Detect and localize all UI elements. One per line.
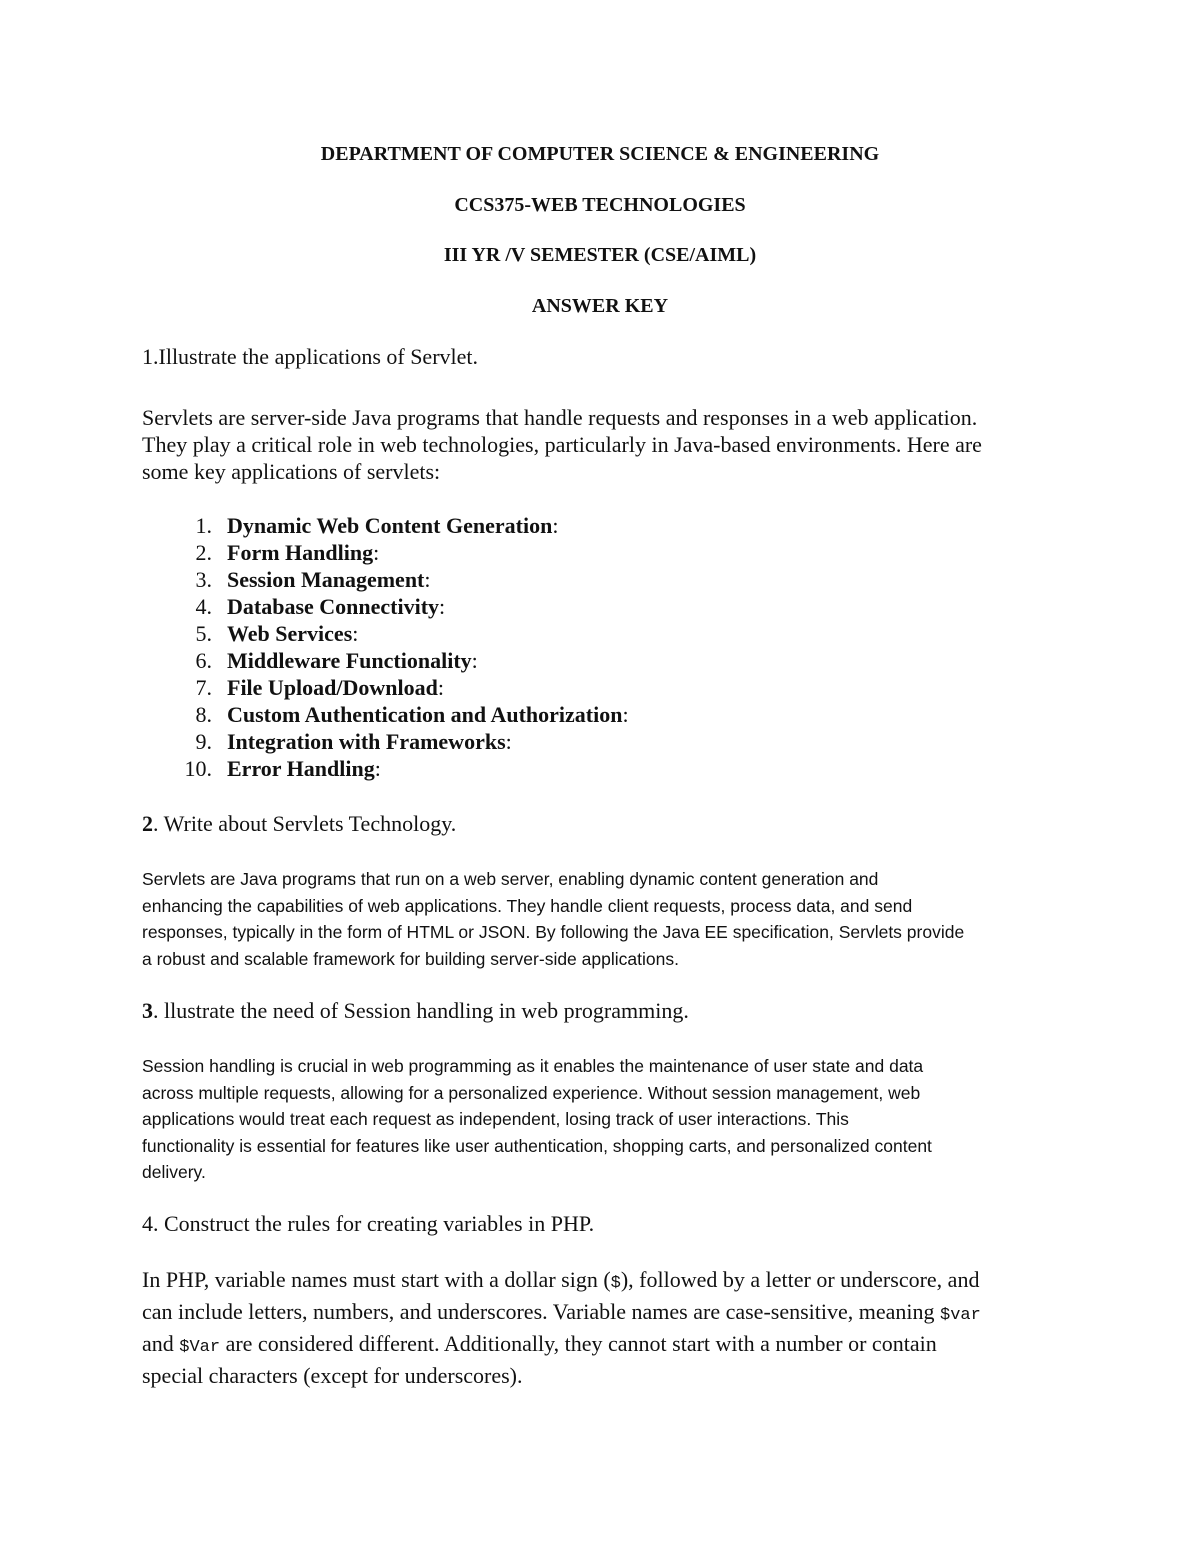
list-item-label: File Upload/Download [227, 675, 438, 700]
q4-answer-line: special characters (except for underscores). [142, 1363, 523, 1388]
list-item-suffix: : [374, 756, 381, 781]
q1-intro-line: They play a critical role in web technologies, particularly in Java-based environments. Here are [142, 432, 982, 457]
question-3 [142, 998, 689, 1024]
list-item-number: 9. [195, 729, 212, 754]
dollar-sign-code: $ [610, 1274, 621, 1293]
list-item-number: 3. [195, 567, 212, 592]
list-item-suffix: : [424, 567, 431, 592]
list-item-suffix: : [437, 675, 444, 700]
question-3-text: . llustrate the need of Session handling in web programming. [153, 998, 689, 1023]
q2-answer-line: responses, typically in the form of HTML or JSON. By following the Java EE specification, Servlets provide [142, 922, 965, 942]
q2-answer-line: a robust and scalable framework for building server-side applications. [142, 948, 679, 969]
q4-answer [142, 1266, 1072, 1390]
list-item-suffix: : [471, 648, 478, 673]
list-item-label: Integration with Frameworks [227, 729, 506, 754]
question-1: 1.Illustrate the applications of Servlet. [142, 344, 479, 369]
list-item-suffix: : [439, 594, 446, 619]
list-item [142, 755, 629, 782]
list-item-label: Dynamic Web Content Generation [227, 513, 553, 538]
list-item [142, 620, 629, 647]
list-item-label: Session Management [227, 567, 425, 592]
list-item-label: Web Services [227, 621, 353, 646]
list-item [142, 728, 629, 755]
list-item-label: Form Handling [227, 540, 374, 565]
q3-answer [142, 1053, 1072, 1186]
q3-answer-line: delivery. [142, 1162, 206, 1182]
q1-intro [142, 404, 1072, 485]
q4-text: ), followed by a letter or underscore, and [620, 1267, 980, 1292]
list-item-number: 8. [195, 702, 212, 727]
q2-answer-line: Servlets are Java programs that run on a web server, enabling dynamic content generation and [142, 869, 879, 889]
list-item-suffix: : [352, 621, 359, 646]
list-item [142, 701, 629, 728]
list-item [142, 593, 629, 620]
list-item-suffix: : [552, 513, 559, 538]
q3-answer-line: across multiple requests, allowing for a personalized experience. Without session management, web [142, 1082, 921, 1103]
question-2-number: 2 [142, 811, 153, 836]
q4-text: In PHP, variable names must start with a dollar sign ( [142, 1267, 611, 1292]
question-3-number: 3 [142, 998, 153, 1023]
list-item [142, 566, 629, 593]
list-item-label: Database Connectivity [227, 594, 440, 619]
q3-answer-line: Session handling is crucial in web programming as it enables the maintenance of user state and data [142, 1056, 924, 1076]
var-capitalized-code: $Var [179, 1338, 221, 1357]
q4-answer-line [142, 1330, 1072, 1362]
list-item [142, 647, 629, 674]
list-item-suffix: : [505, 729, 512, 754]
answer-key-title: ANSWER KEY [531, 295, 669, 317]
list-item-number: 7. [195, 675, 212, 700]
list-item-number: 5. [195, 621, 212, 646]
q3-answer-line: applications would treat each request as independent, losing track of user interactions. This [142, 1109, 849, 1129]
list-item-label: Middleware Functionality [227, 648, 472, 673]
list-item-label: Custom Authentication and Authorization [227, 702, 623, 727]
list-item-label: Error Handling [227, 756, 375, 781]
question-2-text: . Write about Servlets Technology. [153, 811, 457, 836]
list-item-number: 6. [195, 648, 212, 673]
course-heading: CCS375-WEB TECHNOLOGIES [454, 194, 746, 216]
list-item [142, 539, 629, 566]
var-lowercase-code: $var [940, 1306, 981, 1325]
list-item [142, 674, 629, 701]
list-item [142, 512, 629, 539]
list-item-number: 10. [184, 756, 212, 781]
list-item-suffix: : [373, 540, 380, 565]
q4-answer-line [142, 1298, 1072, 1330]
list-item-number: 4. [195, 594, 212, 619]
list-item-number: 1. [195, 513, 212, 538]
q4-text: and [142, 1331, 180, 1356]
question-4: 4. Construct the rules for creating variables in PHP. [142, 1211, 595, 1236]
q2-answer [142, 866, 1072, 972]
q4-answer-line [142, 1266, 1072, 1298]
list-item-number: 2. [195, 540, 212, 565]
list-item-suffix: : [622, 702, 629, 727]
semester-heading: III YR /V SEMESTER (CSE/AIML) [443, 244, 757, 266]
servlet-applications-list [142, 512, 629, 782]
q1-intro-line: Servlets are server-side Java programs that handle requests and responses in a web application. [142, 405, 978, 430]
question-2 [142, 811, 456, 837]
q4-text: can include letters, numbers, and underscores. Variable names are case-sensitive, meaning [142, 1299, 941, 1324]
q4-text: are considered different. Additionally, they cannot start with a number or contain [220, 1331, 937, 1356]
q3-answer-line: functionality is essential for features like user authentication, shopping carts, and personalized content [142, 1135, 932, 1156]
q2-answer-line: enhancing the capabilities of web applications. They handle client requests, process data, and send [142, 895, 913, 916]
department-heading: DEPARTMENT OF COMPUTER SCIENCE & ENGINEERING [320, 143, 880, 165]
q1-intro-line: some key applications of servlets: [142, 459, 441, 484]
